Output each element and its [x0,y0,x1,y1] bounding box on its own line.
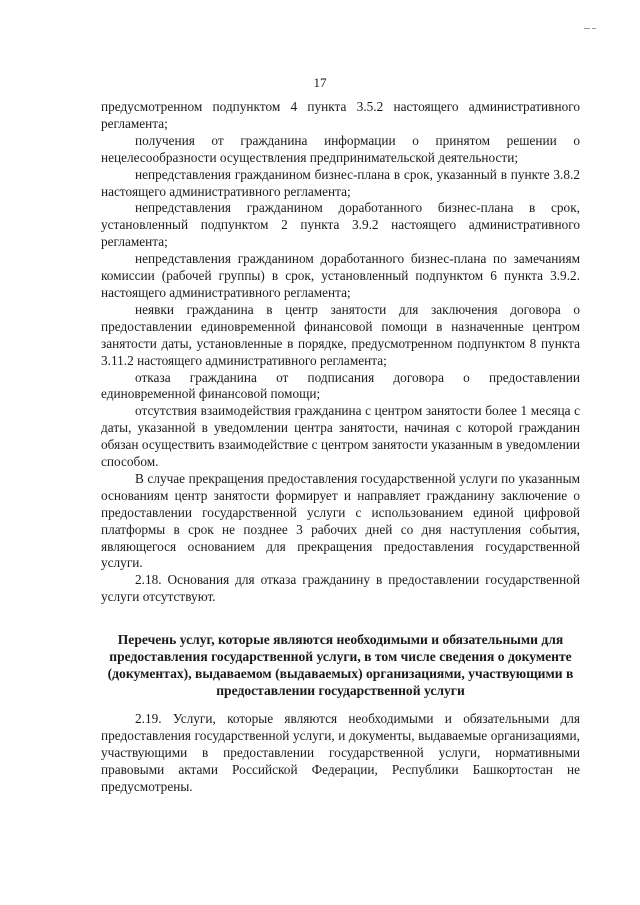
paragraph: отказа гражданина от подписания договора о предоставлении единовременной финансовой помощи; [101,369,580,402]
paragraph: В случае прекращения предоставления государственной услуги по указанным основаниям центр занятости формирует и направляет гражданину заключение о предоставлении государственной услуги с использованием единой цифровой платформы в срок не позднее 3 рабочих дней со дня наступления события, являющегося основанием для прекращения предоставления государственной услуги. [101,470,580,571]
paragraph: предусмотренном подпунктом 4 пункта 3.5.2 настоящего административного регламента; [101,99,580,131]
final-section [101,710,580,795]
paragraph: непредставления гражданином доработанного бизнес-плана в срок, установленный подпунктом 2 пункта 3.9.2 настоящего административного регламента; [101,200,580,250]
page-number: 17 [313,75,327,90]
paragraph: получения от гражданина информации о принятом решении о нецелесообразности осуществления предпринимательской деятельности; [101,132,580,165]
paragraph: непредставления гражданином бизнес-плана в срок, указанный в пункте 3.8.2 настоящего административного регламента; [101,166,580,199]
scan-mark [592,28,596,29]
paragraph: неявки гражданина в центр занятости для заключения договора о предоставлении единовременной финансовой помощи в назначенные центром занятости даты, установленные в порядке, предусмотренном подпунктом 8 пункта 3.11.2 настоящего административного регламента; [101,301,580,368]
section-heading: Перечень услуг, которые являются необходимыми и обязательными для предоставления государственной услуги, в том числе сведения о документе (документах), выдаваемом (выдаваемых) организациями, участвующими в предоставлении государственной услуги [107,632,574,698]
paragraph: непредставления гражданином доработанного бизнес-плана по замечаниям комиссии (рабочей группы) в срок, установленный подпунктом 6 пункта 3.9.2. настоящего административного регламента; [101,251,580,300]
document-body [101,99,580,606]
paragraph: отсутствия взаимодействия гражданина с центром занятости более 1 месяца с даты, указанной в уведомлении центра занятости, начиная с которой гражданин обязан осуществить взаимодействие с центром занятости указанным в уведомлении способом. [101,403,580,470]
paragraph: 2.18. Основания для отказа гражданину в предоставлении государственной услуги отсутствуют. [101,572,580,605]
scan-mark [584,28,590,29]
paragraph: 2.19. Услуги, которые являются необходимыми и обязательными для предоставления государственной услуги, и документы, выдаваемые организациями, участвующими в предоставлении государственной услуги, нормативными правовыми актами Российской Федерации, Республики Башкортостан не предусмотрены. [101,711,580,794]
